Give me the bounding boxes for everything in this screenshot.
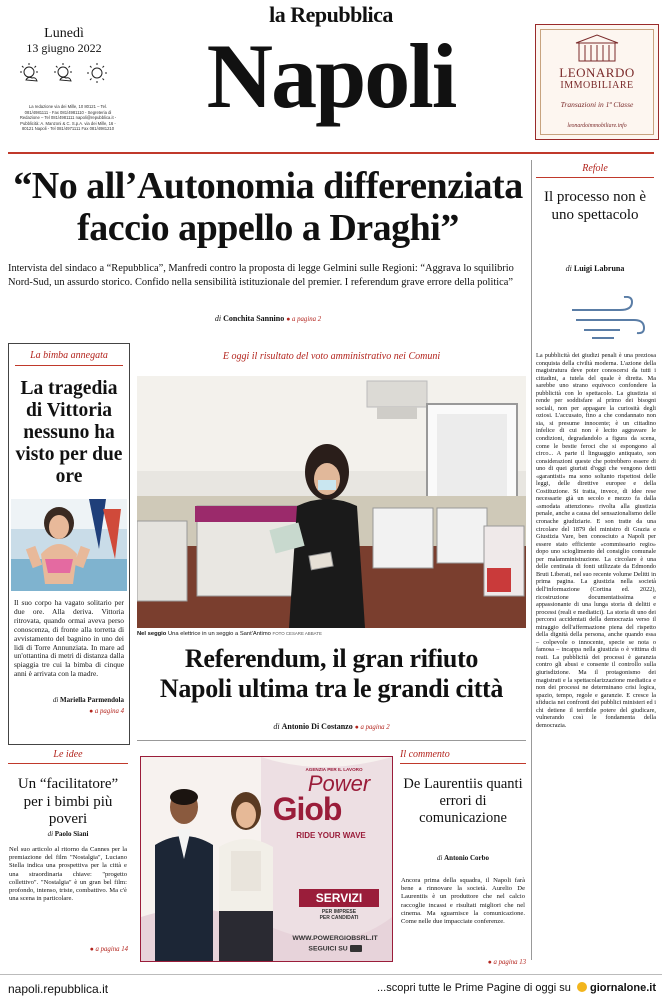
refole-byline (536, 264, 654, 273)
ad-slogan: RIDE YOUR WAVE (296, 831, 366, 840)
commento-author: Antonio Corbo (444, 854, 490, 862)
sun-cloud-icon (54, 63, 72, 81)
sun-cloud-icon (20, 63, 38, 81)
wind-illustration (570, 296, 650, 342)
lead-headline-line-1: “No all’Autonomia differenziata (13, 165, 523, 207)
left-story-body: Il suo corpo ha vagato solitario per due ore. Alla deriva. Vittoria ritrovata, quando ormai aveva perso conoscenza, di fronte alla torretta di avvistamento del bagnino in uno dei lidi di Torre Annunziata. In mare ad un'ottantina di metri di distanza dalla spiaggia tre cui la bimba di cinque anni è arrivata con la madre. (14, 598, 124, 679)
ad-services-sub-2: PER CANDIDATI (319, 915, 359, 921)
refole-body: La pubblicità dei giudizi penali è una preziosa conquista della civiltà moderna. L'azione della magistratura deve poter conoscersi da tutti i cittadini, a tutela del quale è diretta. Ma sarebbe uno strano equivoco confondere la pubblicità con lo spettacolo. La giustizia si rende per soddisfare al primo dei bisogni sociali, non per appagare la curiosità degli oziosi. L'accusato, fino a che condannato non sia, si presume innocente; è un cittadino infelice di cui non è lecito aggravare le condizioni, degradandolo a figura da scena, come le bestie feroci che si espongono al circo... A parte il linguaggio antiquato, son considerazioni queste che potrebbero essere di uno di quei giuristi d'oggi che vengono detti «garantisti» ma sono soltanto rispettosi delle leggi, delle direttive europee e della Costituzione. Si tratta, invece, di idee rese necessarie già un secolo e mezzo fa dalla «smodata attenzione» rivolta alla giustizia penale, anche a causa del sensazionalismo delle cronache giudiziarie. E son tratte da una circolare del 1879 del ministro di Grazia e Giustizia Vare, ben conosciuto a Napoli per essere stato efficiente «commissario regio» dopo uno scioglimento del consiglio comunale per malamministrazione. La circolare è una delle centinaia di fonti utilizzate da Edmondo Bruti Liberati, nel suo recente volume Delitti in prima pagina. La giustizia nella società dell'informazione (Cortina ed. 2022), ricostruzione documentatissima e appassionante di una lunga storia di delitti e processi (reali e mediatici). La storia di uno dei percorsi accidentati della democrazia verso il miraggio dell'affermazione piena del rispetto della dignità della persona, anche quando essa – colpevole o innocente, specie se nota o famosa – incappa nella giustizia o è vittima di reati. La pubblicità dei processi è garanzia contro gli abusi e consente il controllo sulla giurisdizione. Ma il protagonismo dei magistrati e la spettacolarizzazione mediatica e non dei processi ne determinano crisi logica, spazio, tempo, regole e garanzie. E cresce la sfiducia nei confronti dei pubblici ministeri ed i chi detiene il terribile potere del giudicare, vulnerando così le fondamenta della democrazia. (536, 352, 656, 729)
ad-services: SERVIZI (315, 891, 363, 905)
masthead-divider (8, 152, 654, 154)
idee-byline (8, 830, 128, 838)
ad-services-sub-1: PER IMPRESE (321, 909, 357, 915)
ad-follow (281, 945, 389, 952)
left-story-divider (15, 365, 123, 366)
refole-kicker: Refole (582, 163, 608, 174)
leonardo-ad[interactable] (535, 24, 659, 140)
center-caption-label: Nel seggio (137, 631, 167, 637)
refole-author: Luigi Labruna (573, 264, 625, 273)
center-byline (137, 722, 526, 731)
ad-top-line: AGENZIA PER IL LAVORO (305, 767, 363, 772)
left-story-box (8, 343, 130, 745)
day-label: Lunedì (44, 26, 84, 41)
idee-page-ref[interactable]: ● a pagina 14 (89, 946, 128, 953)
giornalone-icon (577, 982, 587, 992)
leonardo-tagline: Transazioni in 1ª Classe (560, 100, 634, 109)
left-story-author: Mariella Parmendola (60, 696, 124, 704)
palace-icon (574, 33, 620, 63)
left-story-byline (14, 696, 124, 704)
date-label: 13 giugno 2022 (26, 41, 102, 55)
refole-top-divider (536, 177, 654, 178)
social-icons[interactable] (350, 945, 362, 952)
idee-body: Nel suo articolo al ritorno da Cannes per la premiazione del film "Nostalgia", Luciano Stella indica una prospettiva per la città e una straordinaria chiave: "progetto collettivo". "Nostalgia" è un gran bel film: profondo, intenso, triste, combattivo. Ma c'è una scena in particolare. (9, 846, 127, 903)
center-page-ref[interactable]: ● a pagina 2 (354, 724, 390, 731)
center-bottom-divider (137, 740, 526, 741)
commento-kicker: Il commento (400, 749, 450, 760)
commento-headline: De Laurentiis quanti errori di comunicazione (403, 776, 523, 826)
child-photo (11, 499, 127, 591)
ad-brand-giob: Giob (272, 791, 342, 827)
lead-page-ref[interactable]: ● a pagina 2 (286, 316, 322, 323)
commento-byline-prefix: di (436, 854, 443, 862)
center-headline-line-2: Napoli ultima tra le grandi città (159, 674, 504, 703)
commento-byline (400, 854, 526, 862)
lead-byline-prefix: di (214, 314, 222, 323)
weather-row (18, 62, 113, 84)
center-caption (137, 630, 526, 638)
center-headline-line-1: Referendum, il gran rifiuto (184, 644, 479, 673)
idee-top-divider (8, 763, 128, 764)
center-caption-text: Una elettrice in un seggio a Sant'Antimo (167, 631, 271, 637)
lead-headline-line-2: faccio appello a Draghi” (77, 207, 459, 249)
footer-site-link[interactable]: napoli.repubblica.it (8, 982, 109, 996)
idee-headline: Un “facilitatore” per i bimbi più poveri (17, 776, 119, 827)
leonardo-subtitle: IMMOBILIARE (560, 80, 634, 91)
footer-divider (0, 974, 662, 975)
idee-byline-prefix: di (47, 830, 54, 838)
idee-author: Paolo Siani (54, 830, 89, 838)
edition-title: Napoli (206, 25, 456, 127)
ad-brand-power: Power (307, 771, 371, 796)
center-photo-credit: FOTO CESARE ABBATE (272, 631, 322, 636)
footer-promo (300, 982, 656, 994)
masthead (0, 0, 662, 152)
power-giob-ad[interactable] (140, 756, 393, 962)
lead-author: Conchita Sannino (223, 314, 285, 323)
leonardo-website[interactable]: leonardoimmobiliare.info (567, 123, 627, 129)
person-man (149, 785, 219, 961)
commento-top-divider (400, 763, 526, 764)
commento-body: Ancora prima della squadra, il Napoli farà bene a rinnovare la società. Aurelio De Laurentiis è un produttore che nel calcio raccoglie incassi e risultati migliori che nel cinema. Ma sguarnisce la comunicazione. Come nelle due impacciate conferenze. (401, 877, 525, 926)
polling-station-photo (137, 376, 526, 628)
left-story-byline-prefix: di (52, 696, 59, 704)
ad-website[interactable]: WWW.POWERGIOBSRL.IT (292, 935, 378, 942)
left-story-headline: La tragedia di Vittoria nessuno ha visto per due ore (15, 378, 123, 487)
commento-page-ref[interactable]: ● a pagina 13 (487, 959, 526, 966)
left-story-page-ref[interactable]: ● a pagina 4 (89, 708, 124, 715)
lead-byline (8, 314, 528, 323)
center-author: Antonio Di Costanzo (281, 722, 353, 731)
center-byline-prefix: di (273, 722, 280, 731)
refole-headline: Il processo non è uno spettacolo (543, 189, 647, 223)
leonardo-name: LEONARDO (559, 65, 635, 80)
sun-icon (87, 63, 107, 83)
footer-giornalone-link[interactable]: giornalone.it (590, 982, 656, 994)
center-kicker: E oggi il risultato del voto amministrativo nei Comuni (222, 351, 441, 362)
ad-follow-label: SEGUICI SU (308, 945, 348, 953)
brand-logo: la Repubblica (269, 2, 393, 27)
vertical-rule-right (531, 160, 532, 960)
left-story-kicker: La bimba annegata (30, 350, 108, 361)
footer-promo-text: ...scopri tutte le Prime Pagine di oggi su (377, 982, 571, 994)
refole-byline-prefix: di (565, 264, 572, 273)
lead-summary: Intervista del sindaco a “Repubblica”, Manfredi contro la proposta di legge Gelmini sulle Regioni: “Aggrava lo squilibrio Nord-Sud, un assurdo storico. Confido nella sensibilità istituzionale del premier. I referendum grave errore della politica” (8, 263, 514, 288)
idee-kicker: Le idee (53, 749, 83, 760)
imprint-text: La redazione via dei Mille, 10 80121 – Tel. 081/4981111 - Fax 081/4981110 - Segreteria di Redazione – Tel 081/4981111 napoli@repubblica.it - Pubblicità: A. Manzoni & C. S.p.A. via dei Mille, 16 - 80121 Napoli - Tel 081/4971111 Fax 081/4981210 (19, 104, 117, 132)
